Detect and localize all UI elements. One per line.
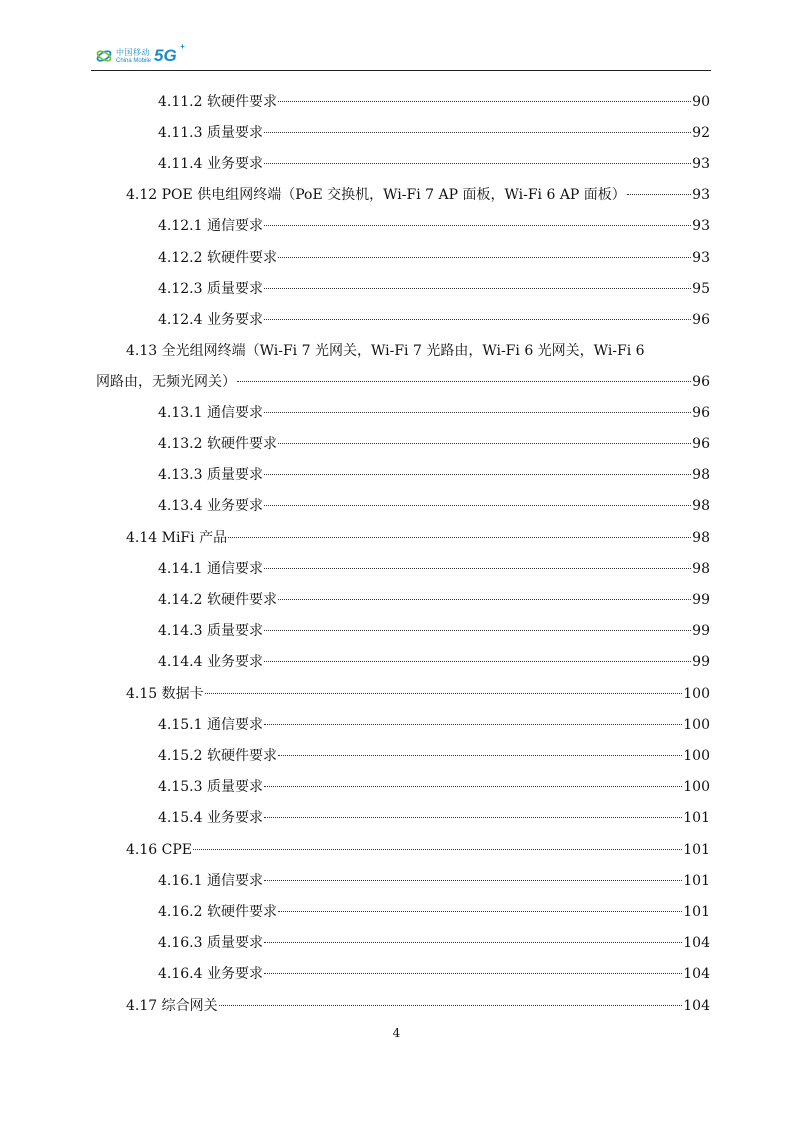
- toc-entry[interactable]: 4.15.4 业务要求 101: [158, 810, 710, 826]
- china-mobile-swirl-icon: [95, 47, 113, 65]
- toc-entry[interactable]: 4.12.4 业务要求 96: [158, 312, 710, 328]
- toc-entry-line2[interactable]: 网路由，无频光网关） 96: [96, 374, 710, 390]
- toc-entry[interactable]: 4.11.3 质量要求 92: [158, 125, 710, 141]
- china-mobile-logo: [95, 42, 185, 68]
- toc-entry[interactable]: 4.17 综合网关 104: [126, 998, 710, 1014]
- toc-entry[interactable]: 4.16.4 业务要求 104: [158, 966, 710, 982]
- toc-entry[interactable]: 4.16.1 通信要求 101: [158, 873, 710, 889]
- toc-entry-line1[interactable]: 4.13 全光组网终端（Wi-Fi 7 光网关，Wi-Fi 7 光路由，Wi-Fi 6 光网关，Wi-Fi 6: [126, 343, 645, 359]
- toc-entry[interactable]: 4.14.1 通信要求 98: [158, 561, 710, 577]
- page-number: 4: [392, 1026, 401, 1040]
- logo-chinese-text: 中国移动: [116, 47, 150, 57]
- toc-entry[interactable]: 4.14.2 软硬件要求 99: [158, 592, 710, 608]
- toc-entry[interactable]: 4.13.2 软硬件要求 96: [158, 436, 710, 452]
- toc-entry[interactable]: 4.12.3 质量要求 95: [158, 281, 710, 297]
- toc-entry[interactable]: 4.15.1 通信要求 100: [158, 717, 710, 733]
- page-header: [91, 38, 711, 71]
- toc-entry[interactable]: 4.13.3 质量要求 98: [158, 467, 710, 483]
- toc-entry[interactable]: 4.13.1 通信要求 96: [158, 405, 710, 421]
- toc-entry[interactable]: 4.16.3 质量要求 104: [158, 935, 710, 951]
- toc-entry[interactable]: 4.13.4 业务要求 98: [158, 498, 710, 514]
- toc-entry[interactable]: 4.15.2 软硬件要求 100: [158, 748, 710, 764]
- toc-entry[interactable]: 4.12 POE 供电组网终端（PoE 交换机，Wi-Fi 7 AP 面板，Wi-Fi 6 AP 面板） 93: [126, 187, 710, 203]
- toc-entry[interactable]: 4.15 数据卡 100: [126, 686, 710, 702]
- toc-entry[interactable]: 4.14.4 业务要求 99: [158, 654, 710, 670]
- toc-entry[interactable]: 4.11.2 软硬件要求 90: [158, 94, 710, 110]
- logo-english-text: China Mobile: [116, 57, 152, 64]
- toc-entry[interactable]: 4.14.3 质量要求 99: [158, 623, 710, 639]
- toc-entry[interactable]: 4.16 CPE 101: [126, 842, 710, 858]
- toc-entry[interactable]: 4.15.3 质量要求 100: [158, 779, 710, 795]
- logo-5g-mark: 5G +: [154, 42, 185, 65]
- toc-entry[interactable]: 4.12.2 软硬件要求 93: [158, 250, 710, 266]
- toc-entry[interactable]: 4.12.1 通信要求 93: [158, 218, 710, 234]
- toc-entry[interactable]: 4.11.4 业务要求 93: [158, 156, 710, 172]
- toc-entry[interactable]: 4.14 MiFi 产品 98: [126, 530, 710, 546]
- toc-entry[interactable]: 4.16.2 软硬件要求 101: [158, 904, 710, 920]
